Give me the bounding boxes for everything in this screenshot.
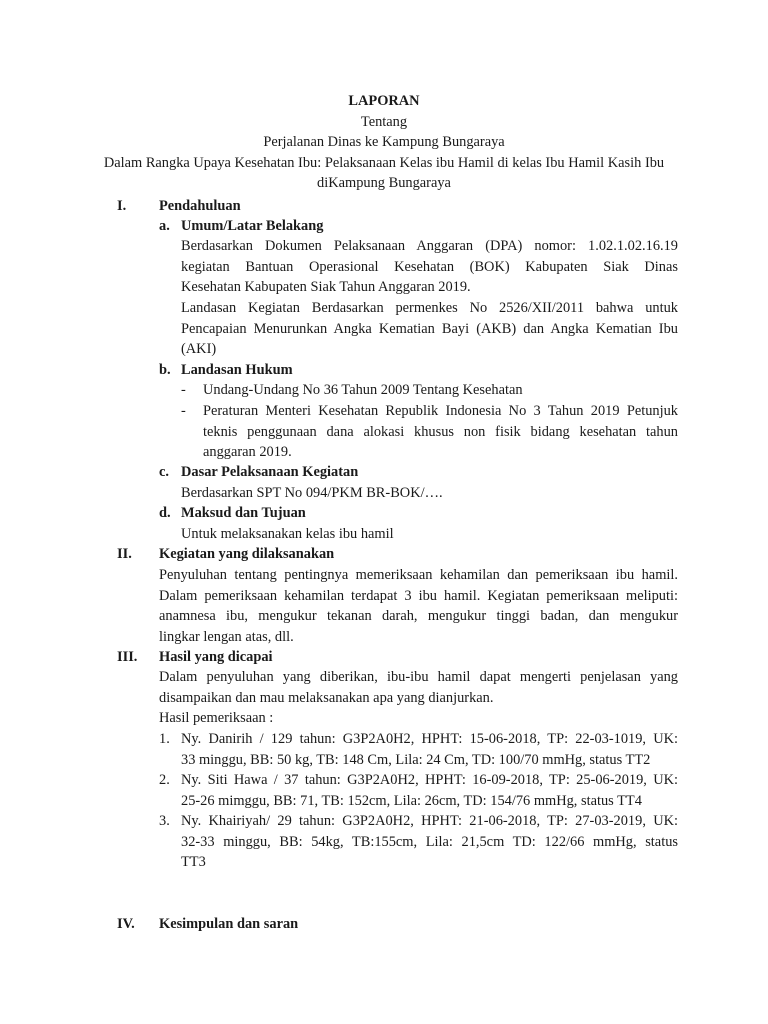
paragraph-line: anggaran 2019. <box>203 444 292 460</box>
section-3-heading: Hasil yang dicapai <box>159 649 273 665</box>
subsection-c-heading: Dasar Pelaksanaan Kegiatan <box>181 464 359 480</box>
legal-basis-item-2 <box>203 401 678 463</box>
legal-basis-item-1: Undang-Undang No 36 Tahun 2009 Tentang Kesehatan <box>203 382 523 398</box>
bullet-dash: - <box>181 403 186 419</box>
subsection-c-text: Berdasarkan SPT No 094/PKM BR-BOK/…. <box>181 485 443 501</box>
paragraph-line: Landasan Kegiatan Berdasarkan permenkes No 2526/XII/2011 bahwa untuk <box>181 300 678 316</box>
section-3-intro <box>159 667 678 708</box>
paragraph-line: kegiatan Bantuan Operasional Kesehatan (BOK) Kabupaten Siak Dinas <box>181 258 678 275</box>
paragraph-line: TT3 <box>181 854 206 870</box>
paragraph-line: (AKI) <box>181 341 217 357</box>
paragraph-line: Peraturan Menteri Kesehatan Republik Indonesia No 3 Tahun 2019 Petunjuk <box>203 403 678 419</box>
paragraph-line: lingkar lengan atas, dll. <box>159 628 294 645</box>
result-1-text <box>181 729 678 770</box>
subsection-b-heading: Landasan Hukum <box>181 362 293 378</box>
document-title: LAPORAN <box>348 93 420 109</box>
paragraph-line: disampaikan dan mau melaksanakan apa yang dianjurkan. <box>159 689 494 706</box>
paragraph-line: Dalam pemeriksaan kehamilan terdapat 3 ibu hamil. Kegiatan pemeriksaan meliputi: <box>159 587 678 604</box>
subsection-a-paragraph-2 <box>181 298 678 360</box>
paragraph-line: Berdasarkan Dokumen Pelaksanaan Anggaran (DPA) nomor: 1.02.1.02.16.19 <box>181 238 678 254</box>
paragraph-line: 32-33 minggu, BB: 54kg, TB:155cm, Lila: 21,5cm TD: 122/66 mmHg, status <box>181 833 678 850</box>
title-tentang: Tentang <box>360 113 408 130</box>
paragraph-line: Kesehatan Kabupaten Siak Tahun Anggaran 2019. <box>181 279 471 295</box>
subsection-b-letter: b. <box>159 362 171 378</box>
section-1-number: I. <box>117 198 127 214</box>
section-4-number: IV. <box>117 916 135 932</box>
bullet-dash: - <box>181 382 186 398</box>
paragraph-line: Pencapaian Menurunkan Angka Kematian Bayi (AKB) dan Angka Kematian Ibu <box>181 320 678 337</box>
paragraph-line: 25-26 mimggu, BB: 71, TB: 152cm, Lila: 26cm, TD: 154/76 mmHg, status TT4 <box>181 792 642 809</box>
result-2-number: 2. <box>159 772 170 788</box>
title-context-line2: diKampung Bungaraya <box>317 175 451 191</box>
paragraph-line: Penyuluhan tentang pentingnya memeriksaan kehamilan dan pemeriksaan ibu hamil. <box>159 567 678 583</box>
paragraph-line: Ny. Danirih / 129 tahun: G3P2A0H2, HPHT: 15-06-2018, TP: 22-03-1019, UK: <box>181 731 678 747</box>
section-2-number: II. <box>117 546 132 562</box>
subsection-d-text: Untuk melaksanakan kelas ibu hamil <box>181 526 394 542</box>
title-block <box>80 91 688 194</box>
results-label: Hasil pemeriksaan : <box>159 710 274 726</box>
section-4-heading: Kesimpulan dan saran <box>159 916 299 932</box>
paragraph-line: Ny. Khairiyah/ 29 tahun: G3P2A0H2, HPHT: 21-06-2018, TP: 27-03-2019, UK: <box>181 813 678 829</box>
subsection-d-heading: Maksud dan Tujuan <box>181 505 306 521</box>
subsection-a-heading: Umum/Latar Belakang <box>181 218 324 234</box>
title-subject: Perjalanan Dinas ke Kampung Bungaraya <box>263 134 505 150</box>
section-2-paragraph <box>159 565 678 647</box>
result-3-text <box>181 811 678 873</box>
subsection-a-paragraph-1 <box>181 236 678 298</box>
section-3-number: III. <box>117 649 138 665</box>
paragraph-line: 33 minggu, BB: 50 kg, TB: 148 Cm, Lila: 24 Cm, TD: 100/70 mmHg, status TT2 <box>181 751 651 768</box>
subsection-c-letter: c. <box>159 464 169 480</box>
subsection-d-letter: d. <box>159 505 171 521</box>
section-2-heading: Kegiatan yang dilaksanakan <box>159 546 335 562</box>
subsection-a-letter: a. <box>159 218 170 234</box>
result-2-text <box>181 770 678 811</box>
paragraph-line: anamnesa ibu, mengukur tekanan darah, mengukur tinggi badan, dan mengukur <box>159 608 678 624</box>
paragraph-line: Ny. Siti Hawa / 37 tahun: G3P2A0H2, HPHT: 16-09-2018, TP: 25-06-2019, UK: <box>181 772 678 788</box>
result-3-number: 3. <box>159 813 170 829</box>
section-1-heading: Pendahuluan <box>159 198 241 214</box>
title-context-line1: Dalam Rangka Upaya Kesehatan Ibu: Pelaksanaan Kelas ibu Hamil di kelas Ibu Hamil Kasih Ibu <box>103 154 665 171</box>
paragraph-line: teknis penggunaan dana alokasi khusus non fisik bidang kesehatan tahun <box>203 423 678 440</box>
paragraph-line: Dalam penyuluhan yang diberikan, ibu-ibu hamil dapat mengerti penjelasan yang <box>159 669 678 685</box>
result-1-number: 1. <box>159 731 170 747</box>
